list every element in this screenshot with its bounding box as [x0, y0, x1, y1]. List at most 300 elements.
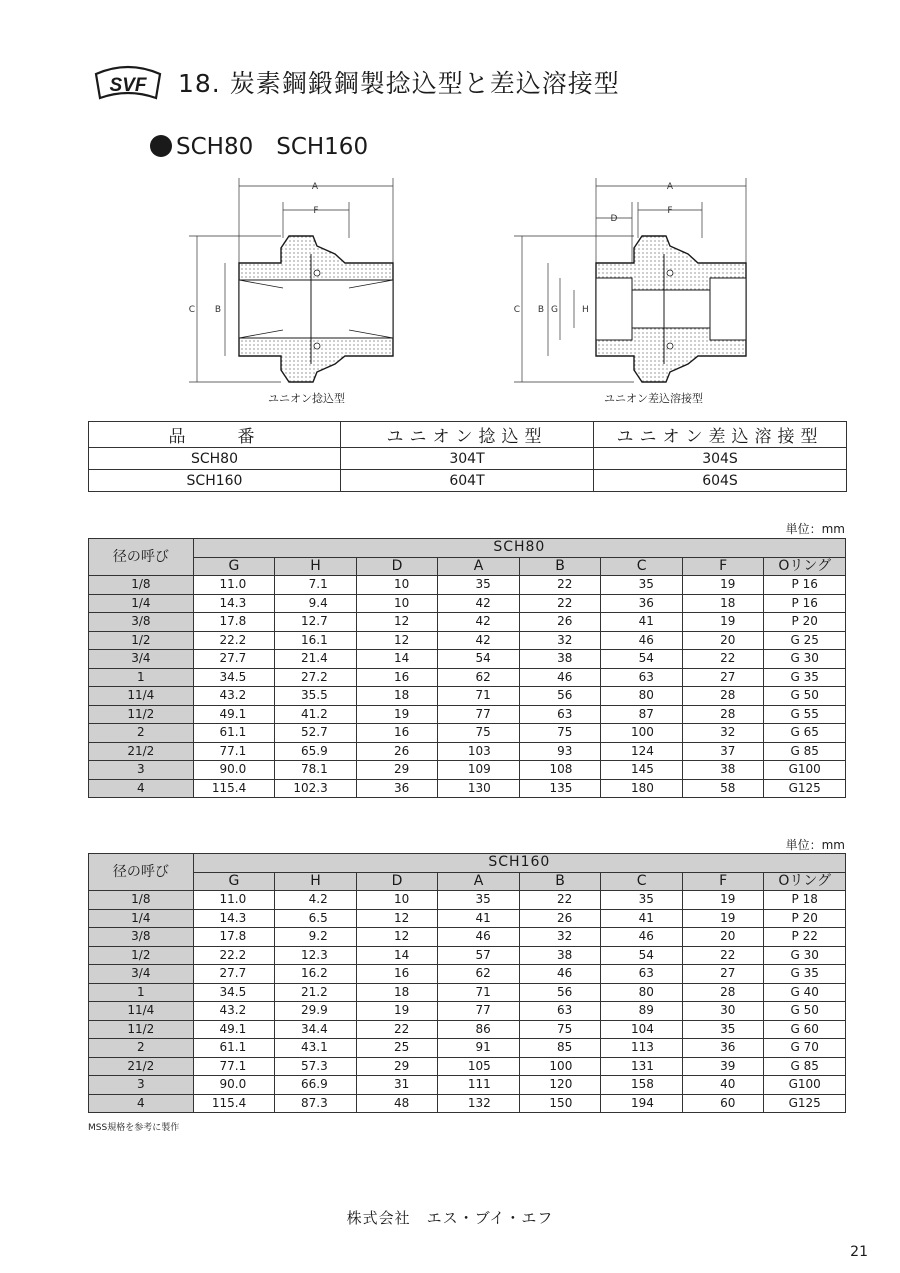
value-cell: 35 [601, 576, 683, 595]
size-cell: 2 [89, 1039, 194, 1058]
size-cell: 21/2 [89, 742, 194, 761]
dim-label-b2: B [537, 305, 544, 315]
column-header: A [438, 557, 520, 576]
value-cell: G125 [764, 1094, 846, 1113]
column-header: Oリング [764, 872, 846, 891]
value-cell: 35 [601, 891, 683, 910]
value-cell: 25 [356, 1039, 438, 1058]
table-row [89, 742, 846, 761]
value-cell: 12 [356, 631, 438, 650]
size-cell: 3/8 [89, 613, 194, 632]
dim-label-f2: F [667, 206, 673, 216]
table-row [89, 631, 846, 650]
value-cell: 28 [682, 687, 764, 706]
column-header: D [356, 872, 438, 891]
type-number-table [88, 421, 847, 492]
value-cell: 130 [438, 779, 520, 798]
value-cell: 21.2 [275, 983, 357, 1002]
dim-label-c2: C [513, 305, 520, 315]
value-cell: 58 [682, 779, 764, 798]
company-name: 株式会社 エス・ブイ・エフ [346, 1209, 554, 1227]
value-cell: 150 [519, 1094, 601, 1113]
value-cell: 145 [601, 761, 683, 780]
section-subtitle [150, 128, 368, 161]
value-cell: G125 [764, 779, 846, 798]
value-cell: 19 [682, 576, 764, 595]
type-header-socket-weld: ユニオン差込溶接型 [594, 422, 847, 448]
value-cell: 57 [438, 946, 520, 965]
value-cell: 35.5 [275, 687, 357, 706]
value-cell: 42 [438, 613, 520, 632]
unit-label-sch80: 単位：mm [785, 522, 845, 536]
value-cell: 63 [519, 705, 601, 724]
table-row [89, 1094, 846, 1113]
value-cell: 11.0 [193, 576, 275, 595]
value-cell: G 60 [764, 1020, 846, 1039]
column-header: B [519, 557, 601, 576]
value-cell: 34.5 [193, 983, 275, 1002]
value-cell: 66.9 [275, 1076, 357, 1095]
value-cell: 108 [519, 761, 601, 780]
value-cell: 93 [519, 742, 601, 761]
value-cell: 22 [519, 594, 601, 613]
value-cell: 120 [519, 1076, 601, 1095]
value-cell: 41.2 [275, 705, 357, 724]
diagram-socket-weld-union [510, 168, 755, 388]
value-cell: 131 [601, 1057, 683, 1076]
column-header: G [193, 557, 275, 576]
value-cell: G 85 [764, 1057, 846, 1076]
size-header: 径の呼び [89, 854, 194, 891]
value-cell: 29 [356, 1057, 438, 1076]
value-cell: 60 [682, 1094, 764, 1113]
size-cell: 1/4 [89, 594, 194, 613]
value-cell: 57.3 [275, 1057, 357, 1076]
table-row [89, 779, 846, 798]
value-cell: G 50 [764, 687, 846, 706]
table-row [89, 1039, 846, 1058]
value-cell: 22 [519, 891, 601, 910]
table-row [89, 983, 846, 1002]
value-cell: 9.4 [275, 594, 357, 613]
dim-column-header-row [89, 557, 846, 576]
column-header: G [193, 872, 275, 891]
dim-label-c: C [188, 305, 195, 315]
logo-text: SVF [109, 75, 147, 96]
value-cell: 17.8 [193, 928, 275, 947]
table-row [89, 1057, 846, 1076]
value-cell: 36 [356, 779, 438, 798]
size-cell: 3 [89, 1076, 194, 1095]
value-cell: 12.3 [275, 946, 357, 965]
value-cell: 37 [682, 742, 764, 761]
value-cell: 158 [601, 1076, 683, 1095]
value-cell: 41 [601, 613, 683, 632]
value-cell: 4.2 [275, 891, 357, 910]
value-cell: 11.0 [193, 891, 275, 910]
value-cell: 19 [356, 705, 438, 724]
value-cell: 135 [519, 779, 601, 798]
value-cell: 34.5 [193, 668, 275, 687]
value-cell: 46 [438, 928, 520, 947]
value-cell: 78.1 [275, 761, 357, 780]
value-cell: 87.3 [275, 1094, 357, 1113]
value-cell: 34.4 [275, 1020, 357, 1039]
column-header: C [601, 557, 683, 576]
value-cell: 30 [682, 1002, 764, 1021]
value-cell: 100 [519, 1057, 601, 1076]
table-row [89, 909, 846, 928]
dim-label-d2: D [610, 214, 618, 224]
subtitle-text: SCH80 SCH160 [176, 134, 369, 160]
column-header: A [438, 872, 520, 891]
value-cell: 71 [438, 983, 520, 1002]
value-cell: 16 [356, 668, 438, 687]
type-cell: 604S [594, 470, 847, 492]
size-cell: 4 [89, 1094, 194, 1113]
dim-label-a2: A [666, 182, 674, 192]
value-cell: 63 [601, 668, 683, 687]
value-cell: 41 [438, 909, 520, 928]
value-cell: P 18 [764, 891, 846, 910]
size-cell: 11/2 [89, 705, 194, 724]
size-cell: 11/4 [89, 687, 194, 706]
value-cell: 49.1 [193, 1020, 275, 1039]
value-cell: 132 [438, 1094, 520, 1113]
value-cell: 180 [601, 779, 683, 798]
value-cell: 26 [356, 742, 438, 761]
value-cell: 27.7 [193, 650, 275, 669]
table-row [89, 965, 846, 984]
value-cell: 42 [438, 631, 520, 650]
table-row [89, 1002, 846, 1021]
value-cell: 12 [356, 928, 438, 947]
column-header: F [682, 557, 764, 576]
value-cell: 21.4 [275, 650, 357, 669]
value-cell: G 70 [764, 1039, 846, 1058]
value-cell: 19 [356, 1002, 438, 1021]
value-cell: G 30 [764, 946, 846, 965]
value-cell: G 35 [764, 965, 846, 984]
footnote: MSS規格を参考に製作 [88, 1123, 180, 1133]
value-cell: 89 [601, 1002, 683, 1021]
size-cell: 2 [89, 724, 194, 743]
value-cell: 27 [682, 965, 764, 984]
value-cell: 115.4 [193, 779, 275, 798]
value-cell: 10 [356, 594, 438, 613]
value-cell: 17.8 [193, 613, 275, 632]
page-number: 21 [850, 1244, 868, 1260]
type-cell: SCH160 [89, 470, 341, 492]
table-row [89, 928, 846, 947]
value-cell: G 35 [764, 668, 846, 687]
value-cell: 14.3 [193, 594, 275, 613]
value-cell: 77 [438, 705, 520, 724]
diagram-threaded-union [185, 168, 415, 388]
size-cell: 1/8 [89, 891, 194, 910]
table-row [89, 946, 846, 965]
value-cell: 77.1 [193, 1057, 275, 1076]
dim-header-row [89, 539, 846, 558]
value-cell: P 16 [764, 594, 846, 613]
type-header-part-no: 品 番 [89, 422, 341, 448]
value-cell: 100 [601, 724, 683, 743]
value-cell: 35 [438, 891, 520, 910]
size-cell: 1 [89, 983, 194, 1002]
value-cell: 54 [601, 650, 683, 669]
value-cell: 18 [356, 687, 438, 706]
value-cell: 61.1 [193, 724, 275, 743]
value-cell: 46 [601, 928, 683, 947]
value-cell: 77 [438, 1002, 520, 1021]
column-header: Oリング [764, 557, 846, 576]
column-header: H [275, 872, 357, 891]
dim-label-a: A [311, 182, 319, 192]
value-cell: 62 [438, 965, 520, 984]
value-cell: 19 [682, 909, 764, 928]
type-header-threaded: ユニオン捻込型 [341, 422, 594, 448]
value-cell: 111 [438, 1076, 520, 1095]
dim-label-h2: H [582, 305, 589, 315]
type-table-row [89, 448, 847, 470]
value-cell: 38 [682, 761, 764, 780]
value-cell: 43.2 [193, 1002, 275, 1021]
value-cell: G 55 [764, 705, 846, 724]
value-cell: P 16 [764, 576, 846, 595]
diagram-caption-threaded: ユニオン捻込型 [268, 392, 345, 405]
value-cell: 103 [438, 742, 520, 761]
value-cell: 32 [519, 928, 601, 947]
size-cell: 11/2 [89, 1020, 194, 1039]
value-cell: 26 [519, 613, 601, 632]
value-cell: 102.3 [275, 779, 357, 798]
value-cell: 105 [438, 1057, 520, 1076]
value-cell: 28 [682, 983, 764, 1002]
value-cell: G 30 [764, 650, 846, 669]
value-cell: 12.7 [275, 613, 357, 632]
value-cell: G 25 [764, 631, 846, 650]
size-header: 径の呼び [89, 539, 194, 576]
column-header: B [519, 872, 601, 891]
value-cell: 19 [682, 613, 764, 632]
table-row [89, 761, 846, 780]
type-table-row [89, 470, 847, 492]
size-cell: 3/4 [89, 965, 194, 984]
value-cell: 62 [438, 668, 520, 687]
type-cell: 304S [594, 448, 847, 470]
size-cell: 3/4 [89, 650, 194, 669]
value-cell: 22 [519, 576, 601, 595]
schedule-header: SCH160 [193, 854, 845, 873]
value-cell: 29 [356, 761, 438, 780]
value-cell: 42 [438, 594, 520, 613]
value-cell: 109 [438, 761, 520, 780]
value-cell: 56 [519, 687, 601, 706]
table-row [89, 1076, 846, 1095]
size-cell: 11/4 [89, 1002, 194, 1021]
value-cell: 16.2 [275, 965, 357, 984]
value-cell: 26 [519, 909, 601, 928]
value-cell: 80 [601, 983, 683, 1002]
value-cell: 46 [519, 965, 601, 984]
value-cell: P 20 [764, 613, 846, 632]
size-cell: 1/4 [89, 909, 194, 928]
value-cell: 36 [601, 594, 683, 613]
value-cell: 35 [438, 576, 520, 595]
value-cell: 91 [438, 1039, 520, 1058]
value-cell: 29.9 [275, 1002, 357, 1021]
dim-label-f: F [313, 206, 319, 216]
value-cell: 14 [356, 946, 438, 965]
value-cell: 28 [682, 705, 764, 724]
sch160-dimension-table [88, 853, 846, 1113]
value-cell: 86 [438, 1020, 520, 1039]
size-cell: 1/2 [89, 946, 194, 965]
value-cell: 48 [356, 1094, 438, 1113]
value-cell: G100 [764, 761, 846, 780]
unit-label-sch160: 単位：mm [785, 838, 845, 852]
value-cell: 41 [601, 909, 683, 928]
dim-column-header-row [89, 872, 846, 891]
value-cell: 87 [601, 705, 683, 724]
value-cell: 32 [519, 631, 601, 650]
value-cell: G 50 [764, 1002, 846, 1021]
value-cell: 12 [356, 909, 438, 928]
value-cell: 43.2 [193, 687, 275, 706]
table-row [89, 891, 846, 910]
size-cell: 1/2 [89, 631, 194, 650]
value-cell: 35 [682, 1020, 764, 1039]
value-cell: 22 [682, 946, 764, 965]
value-cell: 39 [682, 1057, 764, 1076]
value-cell: 22 [682, 650, 764, 669]
diagram-caption-socket-weld: ユニオン差込溶接型 [604, 392, 703, 405]
value-cell: 56 [519, 983, 601, 1002]
page-title: 18. 炭素鋼鍛鋼製捻込型と差込溶接型 [178, 69, 620, 98]
value-cell: 71 [438, 687, 520, 706]
value-cell: 22.2 [193, 631, 275, 650]
value-cell: 75 [519, 724, 601, 743]
value-cell: 90.0 [193, 1076, 275, 1095]
value-cell: 38 [519, 650, 601, 669]
type-table-header-row [89, 422, 847, 448]
dim-label-b: B [214, 305, 221, 315]
value-cell: 124 [601, 742, 683, 761]
value-cell: 12 [356, 613, 438, 632]
value-cell: 36 [682, 1039, 764, 1058]
value-cell: 9.2 [275, 928, 357, 947]
table-row [89, 594, 846, 613]
value-cell: 16 [356, 965, 438, 984]
size-cell: 1 [89, 668, 194, 687]
value-cell: 46 [601, 631, 683, 650]
value-cell: 52.7 [275, 724, 357, 743]
size-cell: 3 [89, 761, 194, 780]
value-cell: 16.1 [275, 631, 357, 650]
value-cell: 77.1 [193, 742, 275, 761]
size-cell: 3/8 [89, 928, 194, 947]
value-cell: 20 [682, 928, 764, 947]
type-cell: 604T [341, 470, 594, 492]
dim-header-row [89, 854, 846, 873]
size-cell: 4 [89, 779, 194, 798]
value-cell: P 20 [764, 909, 846, 928]
value-cell: 38 [519, 946, 601, 965]
bullet-dot [150, 135, 172, 157]
value-cell: 10 [356, 891, 438, 910]
value-cell: G 40 [764, 983, 846, 1002]
sch80-dimension-table [88, 538, 846, 798]
value-cell: 113 [601, 1039, 683, 1058]
table-row [89, 613, 846, 632]
value-cell: 61.1 [193, 1039, 275, 1058]
schedule-header: SCH80 [193, 539, 845, 558]
dim-label-g2: G [551, 305, 558, 315]
value-cell: 27.2 [275, 668, 357, 687]
value-cell: 80 [601, 687, 683, 706]
table-row [89, 1020, 846, 1039]
value-cell: 43.1 [275, 1039, 357, 1058]
column-header: H [275, 557, 357, 576]
value-cell: 31 [356, 1076, 438, 1095]
value-cell: 63 [601, 965, 683, 984]
value-cell: 49.1 [193, 705, 275, 724]
value-cell: 19 [682, 891, 764, 910]
type-cell: 304T [341, 448, 594, 470]
value-cell: 14 [356, 650, 438, 669]
value-cell: 46 [519, 668, 601, 687]
value-cell: 27 [682, 668, 764, 687]
value-cell: 27.7 [193, 965, 275, 984]
value-cell: 7.1 [275, 576, 357, 595]
value-cell: 63 [519, 1002, 601, 1021]
table-row [89, 650, 846, 669]
table-row [89, 705, 846, 724]
column-header: F [682, 872, 764, 891]
table-row [89, 668, 846, 687]
value-cell: 18 [356, 983, 438, 1002]
column-header: D [356, 557, 438, 576]
value-cell: 65.9 [275, 742, 357, 761]
table-row [89, 576, 846, 595]
value-cell: G100 [764, 1076, 846, 1095]
value-cell: 85 [519, 1039, 601, 1058]
value-cell: 90.0 [193, 761, 275, 780]
type-cell: SCH80 [89, 448, 341, 470]
value-cell: 32 [682, 724, 764, 743]
value-cell: 54 [438, 650, 520, 669]
value-cell: 22 [356, 1020, 438, 1039]
value-cell: G 65 [764, 724, 846, 743]
value-cell: 75 [438, 724, 520, 743]
value-cell: 54 [601, 946, 683, 965]
value-cell: 20 [682, 631, 764, 650]
column-header: C [601, 872, 683, 891]
svf-logo [92, 62, 164, 102]
value-cell: P 22 [764, 928, 846, 947]
size-cell: 21/2 [89, 1057, 194, 1076]
value-cell: 10 [356, 576, 438, 595]
value-cell: 40 [682, 1076, 764, 1095]
table-row [89, 687, 846, 706]
value-cell: G 85 [764, 742, 846, 761]
value-cell: 194 [601, 1094, 683, 1113]
value-cell: 22.2 [193, 946, 275, 965]
table-row [89, 724, 846, 743]
value-cell: 115.4 [193, 1094, 275, 1113]
value-cell: 16 [356, 724, 438, 743]
value-cell: 75 [519, 1020, 601, 1039]
